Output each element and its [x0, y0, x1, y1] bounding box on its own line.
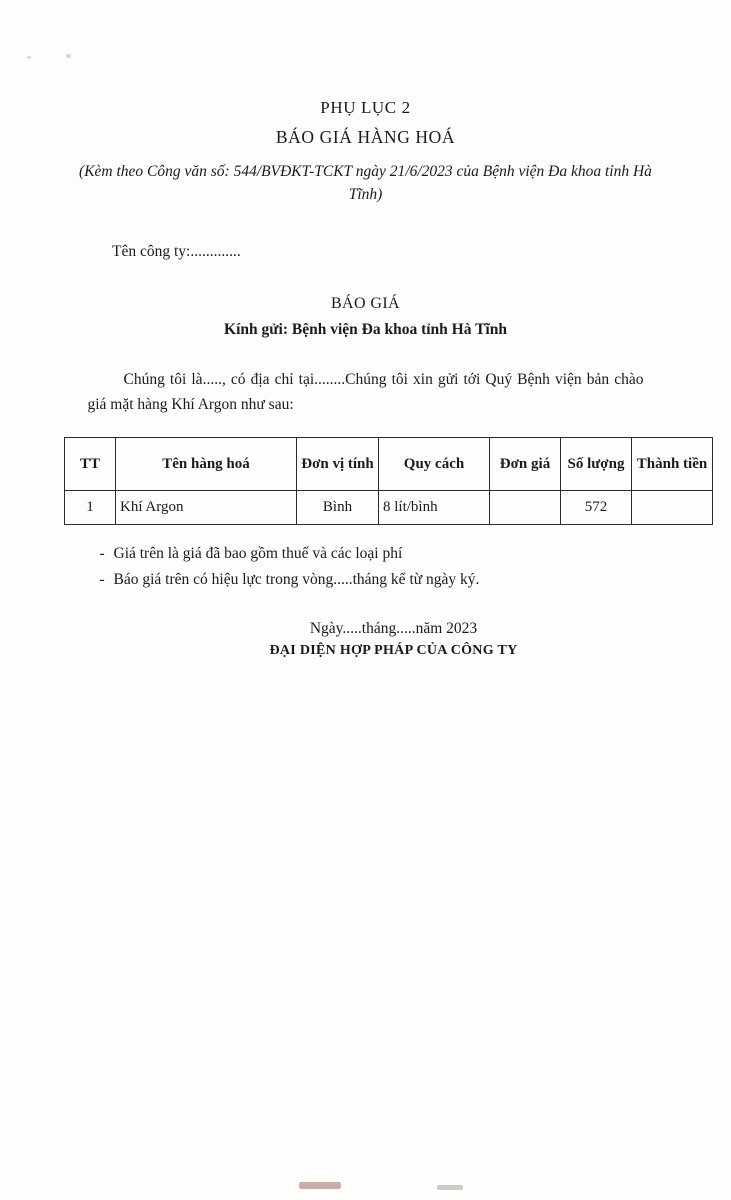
appendix-label: PHỤ LỤC 2 — [320, 98, 411, 117]
note-text: Giá trên là giá đã bao gồm thuế và các loại phí — [113, 544, 403, 562]
cell-qty: 572 — [561, 490, 632, 524]
cell-total — [632, 490, 713, 524]
intro-paragraph — [88, 367, 644, 417]
quote-table-wrapper — [64, 437, 708, 525]
col-header-qty: Số lượng — [561, 437, 632, 490]
quote-table-header — [65, 437, 713, 490]
signature-block — [0, 620, 731, 659]
col-header-price: Đơn giá — [490, 437, 561, 490]
notes-list — [88, 541, 644, 594]
cell-tt: 1 — [65, 490, 116, 524]
note-text: Báo giá trên có hiệu lực trong vòng.....tháng kể từ ngày ký. — [113, 571, 480, 589]
scan-smudge-icon — [299, 1182, 341, 1189]
quote-heading: BÁO GIÁ — [330, 294, 401, 312]
intro-paragraph-text: Chúng tôi là....., có địa chỉ tại........Chúng tôi xin gửi tới Quý Bệnh viện bản chào giá mặt hàng Khí Argon như sau: — [87, 370, 644, 413]
table-row — [65, 490, 713, 524]
quote-table — [64, 437, 713, 525]
quote-table-body — [65, 490, 713, 524]
signature-date-line: Ngày.....tháng.....năm 2023 — [309, 620, 478, 638]
cell-name: Khí Argon — [116, 490, 297, 524]
cell-unit: Bình — [297, 490, 379, 524]
reference-note: (Kèm theo Công văn số: 544/BVĐKT-TCKT ngày 21/6/2023 của Bệnh viện Đa khoa tỉnh Hà Tĩnh) — [79, 163, 652, 204]
cell-price — [490, 490, 561, 524]
company-name-field: Tên công ty:............. — [112, 242, 241, 260]
page-title: BÁO GIÁ HÀNG HOÁ — [275, 127, 456, 147]
bullet-dash-icon: - — [99, 544, 105, 562]
list-item — [88, 541, 644, 568]
col-header-tt: TT — [65, 437, 116, 490]
bullet-dash-icon: - — [99, 571, 105, 589]
signature-role-line: ĐẠI DIỆN HỢP PHÁP CỦA CÔNG TY — [269, 643, 518, 659]
recipient-line: Kính gửi: Bệnh viện Đa khoa tỉnh Hà Tĩnh — [224, 320, 507, 338]
col-header-total: Thành tiền — [632, 437, 713, 490]
scan-smudge-icon — [437, 1185, 463, 1190]
cell-spec: 8 lít/bình — [379, 490, 490, 524]
table-header-row — [65, 437, 713, 490]
col-header-spec: Quy cách — [379, 437, 490, 490]
list-item — [88, 567, 644, 594]
col-header-unit: Đơn vị tính — [297, 437, 379, 490]
col-header-name: Tên hàng hoá — [116, 437, 297, 490]
